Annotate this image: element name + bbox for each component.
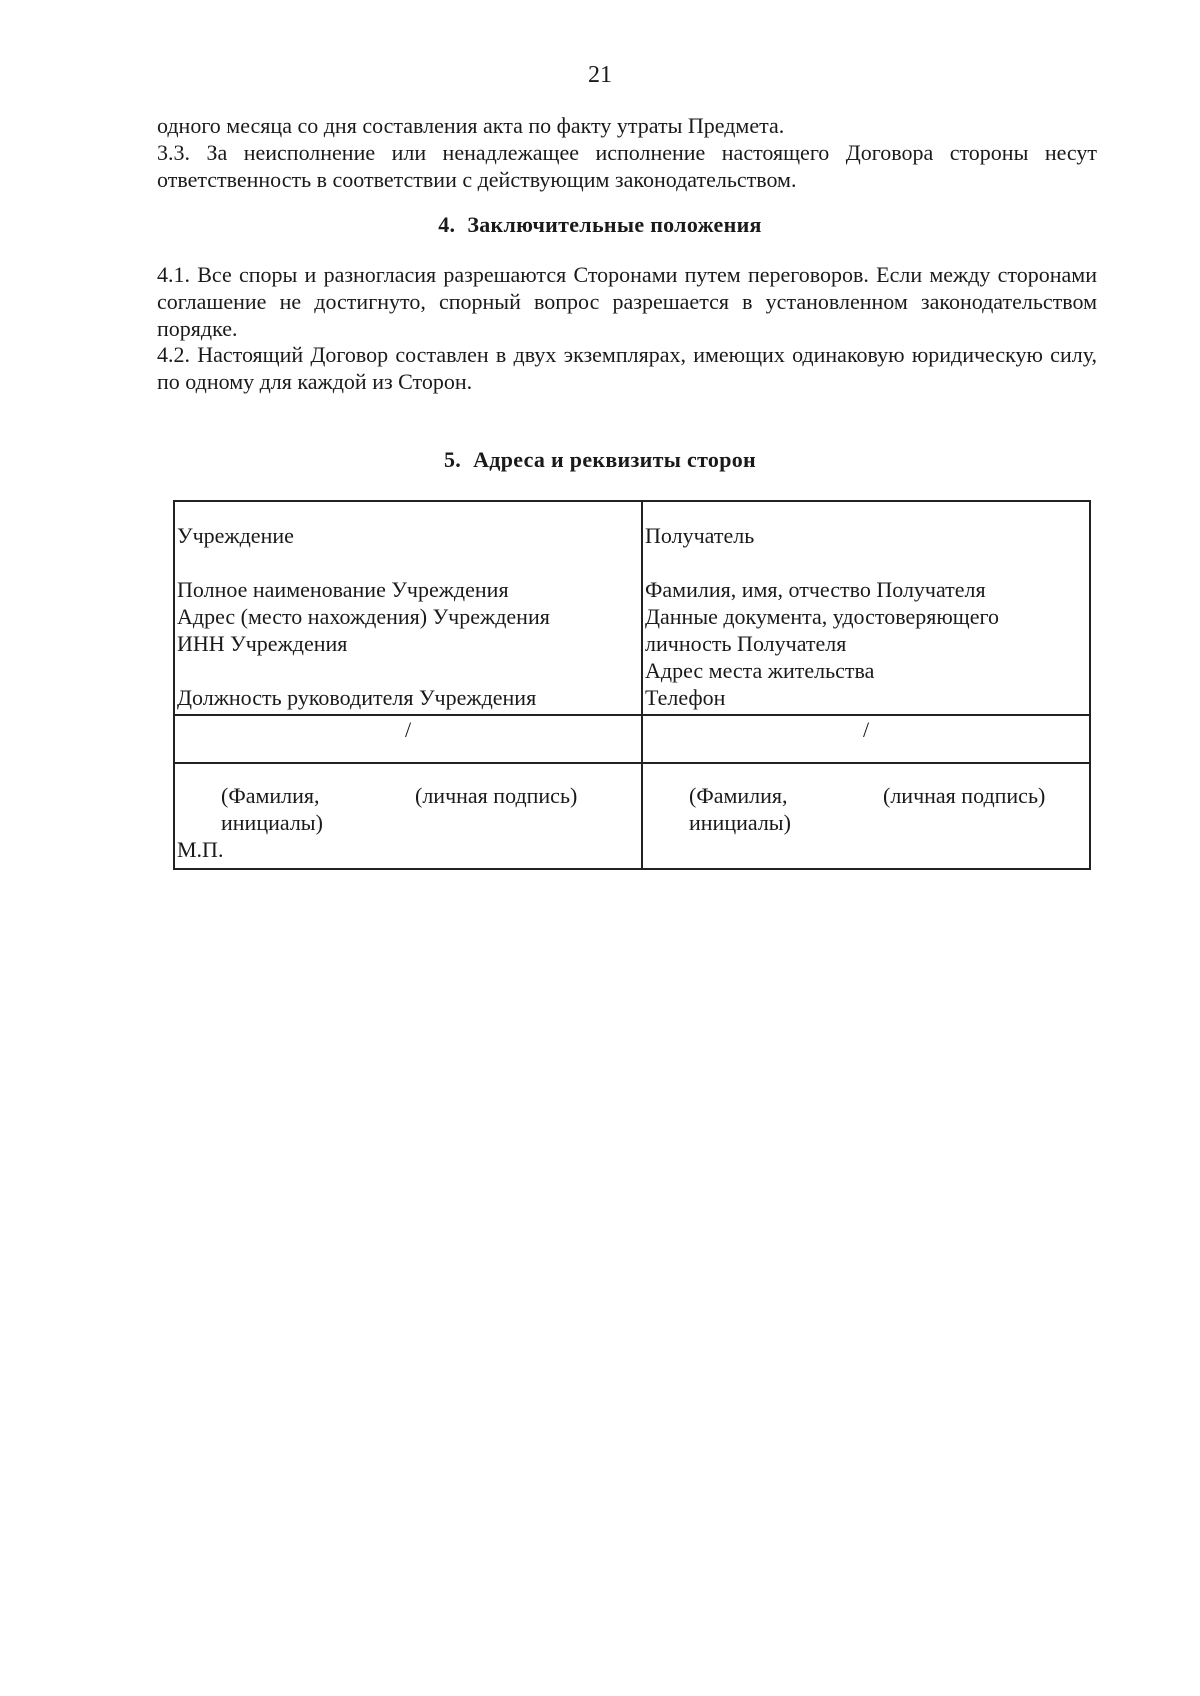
paragraph-3-2-end: одного месяца со дня составления акта по факту утраты Предмета. bbox=[157, 113, 785, 138]
institution-title: Учреждение bbox=[177, 523, 294, 548]
recipient-signature-caption-cell bbox=[642, 763, 1090, 869]
section-5-number: 5. bbox=[443, 447, 462, 472]
requisites-table bbox=[173, 500, 1091, 870]
paragraph-4-2: 4.2. Настоящий Договор составлен в двух экземплярах, имеющих одинаковую юридическую силу, по одному для каждой из Сторон. bbox=[157, 342, 1097, 394]
section-4-number: 4. bbox=[438, 212, 456, 237]
institution-address-label: Адрес (место нахождения) Учреждения bbox=[177, 604, 550, 629]
recipient-cell bbox=[642, 501, 1090, 715]
recipient-id-doc-label: Данные документа, удостоверяющего bbox=[645, 604, 999, 629]
fio-caption-line-2: инициалы) bbox=[689, 810, 791, 835]
requisites-signature-line-row bbox=[174, 715, 1090, 763]
fio-caption-line-1: (Фамилия, bbox=[221, 783, 320, 808]
section-5-title: Адреса и реквизиты сторон bbox=[473, 447, 757, 472]
page-number: 21 bbox=[588, 62, 612, 88]
institution-signature-line: / bbox=[174, 715, 642, 763]
recipient-signature-line: / bbox=[642, 715, 1090, 763]
institution-cell bbox=[174, 501, 642, 715]
institution-signature-caption bbox=[177, 764, 639, 868]
institution-head-position-label: Должность руководителя Учреждения bbox=[177, 685, 537, 710]
recipient-phone-label: Телефон bbox=[645, 685, 726, 710]
spacer bbox=[177, 657, 639, 684]
section-4-title: Заключительные положения bbox=[467, 212, 762, 237]
recipient-fio-caption bbox=[689, 782, 791, 836]
recipient-signature-caption bbox=[645, 764, 1087, 868]
section-5-heading bbox=[0, 447, 1200, 473]
institution-fio-caption bbox=[221, 782, 323, 836]
recipient-title: Получатель bbox=[645, 523, 755, 548]
institution-full-name-label: Полное наименование Учреждения bbox=[177, 577, 509, 602]
stamp-place-label: М.П. bbox=[177, 837, 224, 862]
spacer bbox=[177, 549, 639, 576]
recipient-signature-caption-text: (личная подпись) bbox=[883, 783, 1046, 808]
section-4-heading bbox=[0, 212, 1200, 238]
requisites-signature-caption-row bbox=[174, 763, 1090, 869]
paragraph-4-1: 4.1. Все споры и разногласия разрешаются Сторонами путем переговоров. Если между сторонами соглашение не достигнуто, спорный вопрос разрешается в установленном законодательством порядке. bbox=[157, 262, 1097, 341]
institution-inn-label: ИНН Учреждения bbox=[177, 631, 348, 656]
fio-caption-line-2: инициалы) bbox=[221, 810, 323, 835]
spacer bbox=[645, 549, 1087, 576]
institution-signature-caption-text: (личная подпись) bbox=[415, 783, 578, 808]
fio-caption-line-1: (Фамилия, bbox=[689, 783, 788, 808]
recipient-id-doc-label-2: личность Получателя bbox=[645, 631, 847, 656]
institution-signature-caption-cell bbox=[174, 763, 642, 869]
paragraph-3-3: 3.3. За неисполнение или ненадлежащее исполнение настоящего Договора стороны несут ответственность в соответствии с действующим законодательством. bbox=[157, 140, 1097, 192]
recipient-address-label: Адрес места жительства bbox=[645, 658, 875, 683]
requisites-info-row bbox=[174, 501, 1090, 715]
recipient-fullname-label: Фамилия, имя, отчество Получателя bbox=[645, 577, 986, 602]
